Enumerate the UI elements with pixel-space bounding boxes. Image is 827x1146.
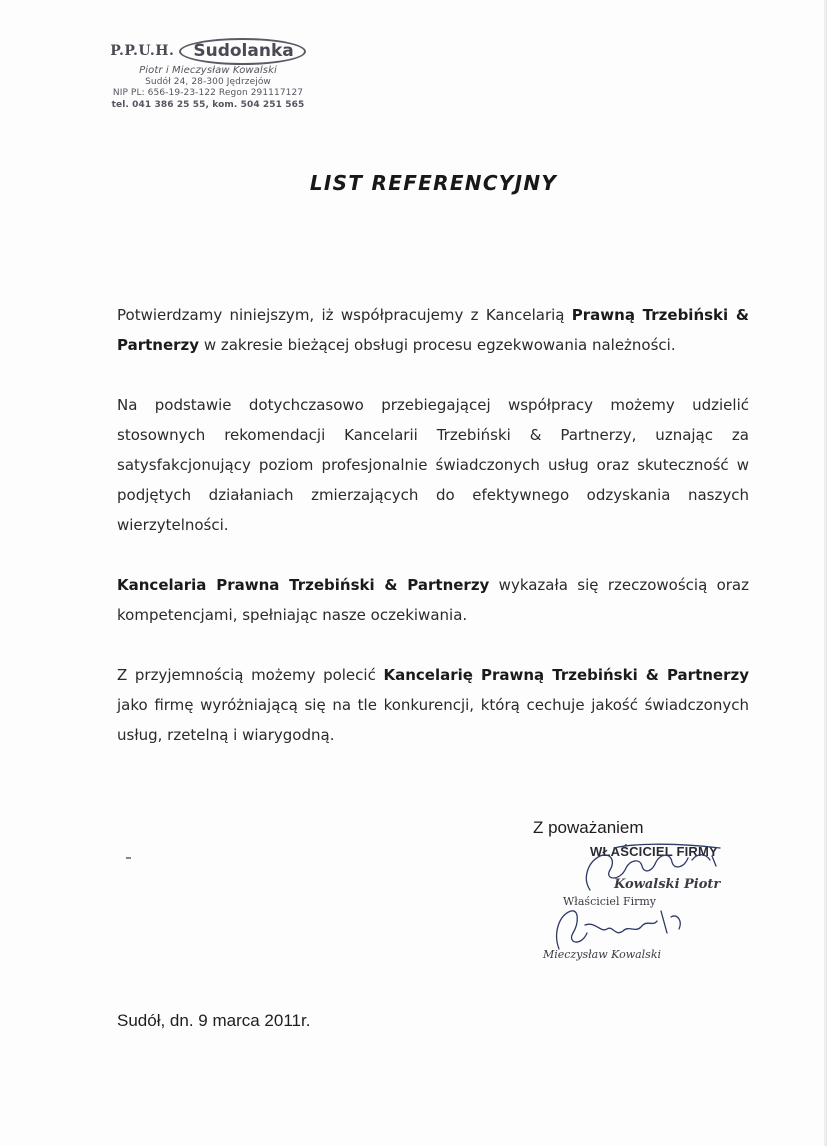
- owner-role-2: Właściciel Firmy: [563, 895, 657, 908]
- company-logo: Sudolanka: [179, 38, 305, 65]
- document-title: LIST REFERENCYJNY: [309, 171, 558, 195]
- owner-name-2: Mieczysław Kowalski: [543, 948, 662, 961]
- owner-stamp-title: WŁAŚCICIEL FIRMY: [590, 844, 718, 859]
- paragraph-1-text-b: w zakresie bieżącej obsługi procesu egzekwowania należności.: [199, 336, 676, 354]
- paragraph-3-firm-name: Kancelaria Prawna Trzebiński & Partnerzy: [117, 576, 490, 594]
- closing-salutation: Z poważaniem: [533, 818, 644, 837]
- paragraph-4-text-b: jako firmę wyróżniającą się na tle konkurencji, którą cechuje jakość świadczonych usług, rzetelną i wiarygodną.: [117, 696, 749, 744]
- letterhead-contact: tel. 041 386 25 55, kom. 504 251 565: [111, 99, 305, 110]
- letter-date: Sudół, dn. 9 marca 2011r.: [117, 1011, 311, 1030]
- letterhead-owners: Piotr i Mieczysław Kowalski: [139, 65, 277, 76]
- paragraph-1: [117, 300, 749, 360]
- owner-name-1: Kowalski Piotr: [614, 877, 721, 892]
- paragraph-3: [117, 570, 749, 630]
- letterhead-brand-row: [92, 38, 324, 64]
- paragraph-3-text: wykazała się rzeczowością oraz kompetencjami, spełniając nasze oczekiwania.: [117, 576, 749, 624]
- paragraph-4-text-a: Z przyjemnością możemy polecić: [117, 666, 384, 684]
- paragraph-1-text-a: Potwierdzamy niniejszym, iż współpracujemy z Kancelarią: [117, 306, 572, 324]
- paragraph-1-firm-name: Prawną Trzebiński & Partnerzy: [117, 306, 749, 354]
- paragraph-4: [117, 660, 749, 750]
- company-prefix: P.P.U.H.: [110, 43, 175, 59]
- paragraph-4-firm-name: Kancelarię Prawną Trzebiński & Partnerzy: [383, 666, 749, 684]
- letterhead-tax-ids: NIP PL: 656-19-23-122 Regon 291117127: [112, 88, 304, 98]
- letterhead-address: Sudół 24, 28-300 Jędrzejów: [145, 76, 271, 87]
- paragraph-2: Na podstawie dotychczasowo przebiegającej współpracy możemy udzielić stosownych rekomendacji Kancelarii Trzebiński & Partnerzy, uznając za satysfakcjonujący poziom profesjonalnie świadczonych usług oraz skuteczność w podjętych działaniach zmierzających do efektywnego odzyskania naszych wierzytelności.: [117, 396, 749, 534]
- company-letterhead: [92, 38, 324, 111]
- scan-artifact: [126, 857, 131, 859]
